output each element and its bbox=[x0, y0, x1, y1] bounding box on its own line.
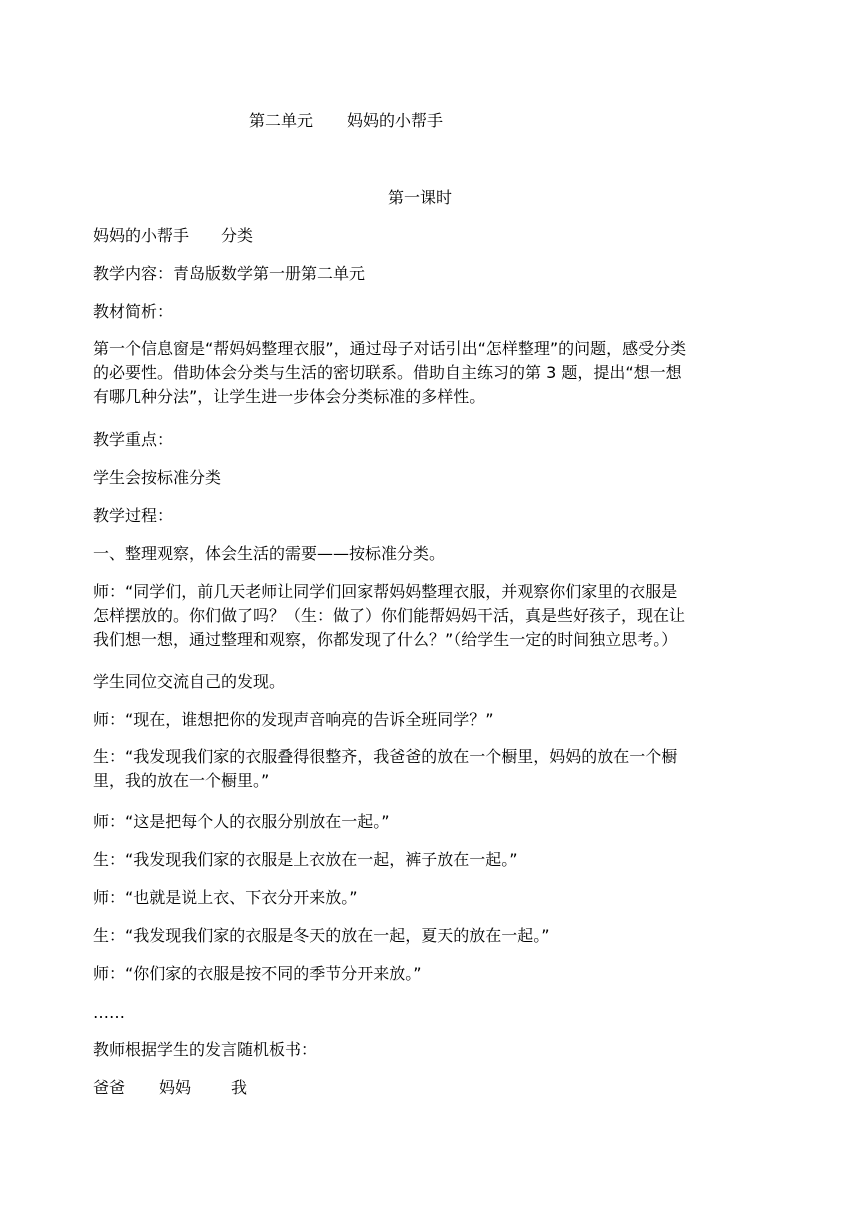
peer-exchange: 学生同位交流自己的发现。 bbox=[93, 672, 286, 691]
teacher-line-5: 师：“你们家的衣服是按不同的季节分开来放。” bbox=[93, 964, 422, 983]
unit-title bbox=[249, 109, 443, 133]
board-item: 爸爸 bbox=[93, 1078, 126, 1097]
analysis-heading: 教材简析： bbox=[93, 302, 174, 321]
subtitle-left: 妈妈的小帮手 bbox=[93, 226, 190, 245]
teacher-line: 怎样摆放的。你们做了吗？（生：做了）你们能帮妈妈干活，真是些好孩子，现在让 bbox=[93, 606, 686, 625]
teacher-line: 师：“同学们，前几天老师让同学们回家帮妈妈整理衣服，并观察你们家里的衣服是 bbox=[93, 582, 678, 601]
analysis-line: 第一个信息窗是“帮妈妈整理衣服”，通过母子对话引出“怎样整理”的问题，感受分类 bbox=[93, 339, 687, 358]
teacher-line-2: 师：“现在，谁想把你的发现声音响亮的告诉全班同学？” bbox=[93, 710, 494, 729]
focus-text: 学生会按标准分类 bbox=[93, 468, 222, 487]
teacher-paragraph-1 bbox=[93, 580, 733, 652]
board-item: 妈妈 bbox=[159, 1078, 192, 1097]
analysis-line: 有哪几种分法”，让学生进一步体会分类标准的多样性。 bbox=[93, 387, 486, 406]
board-item: 我 bbox=[231, 1078, 248, 1097]
board-items bbox=[93, 1076, 247, 1100]
unit-title-left: 第二单元 bbox=[249, 111, 314, 130]
student-paragraph-1 bbox=[93, 745, 733, 793]
student-line: 生：“我发现我们家的衣服叠得很整齐，我爸爸的放在一个橱里，妈妈的放在一个橱 bbox=[93, 747, 678, 766]
student-line: 里，我的放在一个橱里。” bbox=[93, 771, 270, 790]
student-line-3: 生：“我发现我们家的衣服是冬天的放在一起，夏天的放在一起。” bbox=[93, 926, 550, 945]
subtitle-right: 分类 bbox=[221, 226, 254, 245]
teacher-line-4: 师：“也就是说上衣、下衣分开来放。” bbox=[93, 888, 358, 907]
student-line-2: 生：“我发现我们家的衣服是上衣放在一起，裤子放在一起。” bbox=[93, 850, 518, 869]
analysis-paragraph bbox=[93, 337, 733, 409]
lesson-label: 第一课时 bbox=[388, 188, 453, 207]
ellipsis: …… bbox=[93, 1003, 125, 1022]
step-one: 一、整理观察，体会生活的需要——按标准分类。 bbox=[93, 544, 446, 563]
teacher-line: 我们想一想，通过整理和观察，你都发现了什么？”（给学生一定的时间独立思考。） bbox=[93, 630, 678, 649]
teacher-line-3: 师：“这是把每个人的衣服分别放在一起。” bbox=[93, 812, 390, 831]
focus-heading: 教学重点： bbox=[93, 430, 174, 449]
unit-title-right: 妈妈的小帮手 bbox=[347, 111, 444, 130]
board-intro: 教师根据学生的发言随机板书： bbox=[93, 1040, 318, 1059]
analysis-line: 的必要性。借助体会分类与生活的密切联系。借助自主练习的第 3 题，提出“想一想 bbox=[93, 363, 682, 382]
process-heading: 教学过程： bbox=[93, 506, 174, 525]
content-line: 教学内容：青岛版数学第一册第二单元 bbox=[93, 264, 366, 283]
subtitle bbox=[93, 224, 253, 248]
